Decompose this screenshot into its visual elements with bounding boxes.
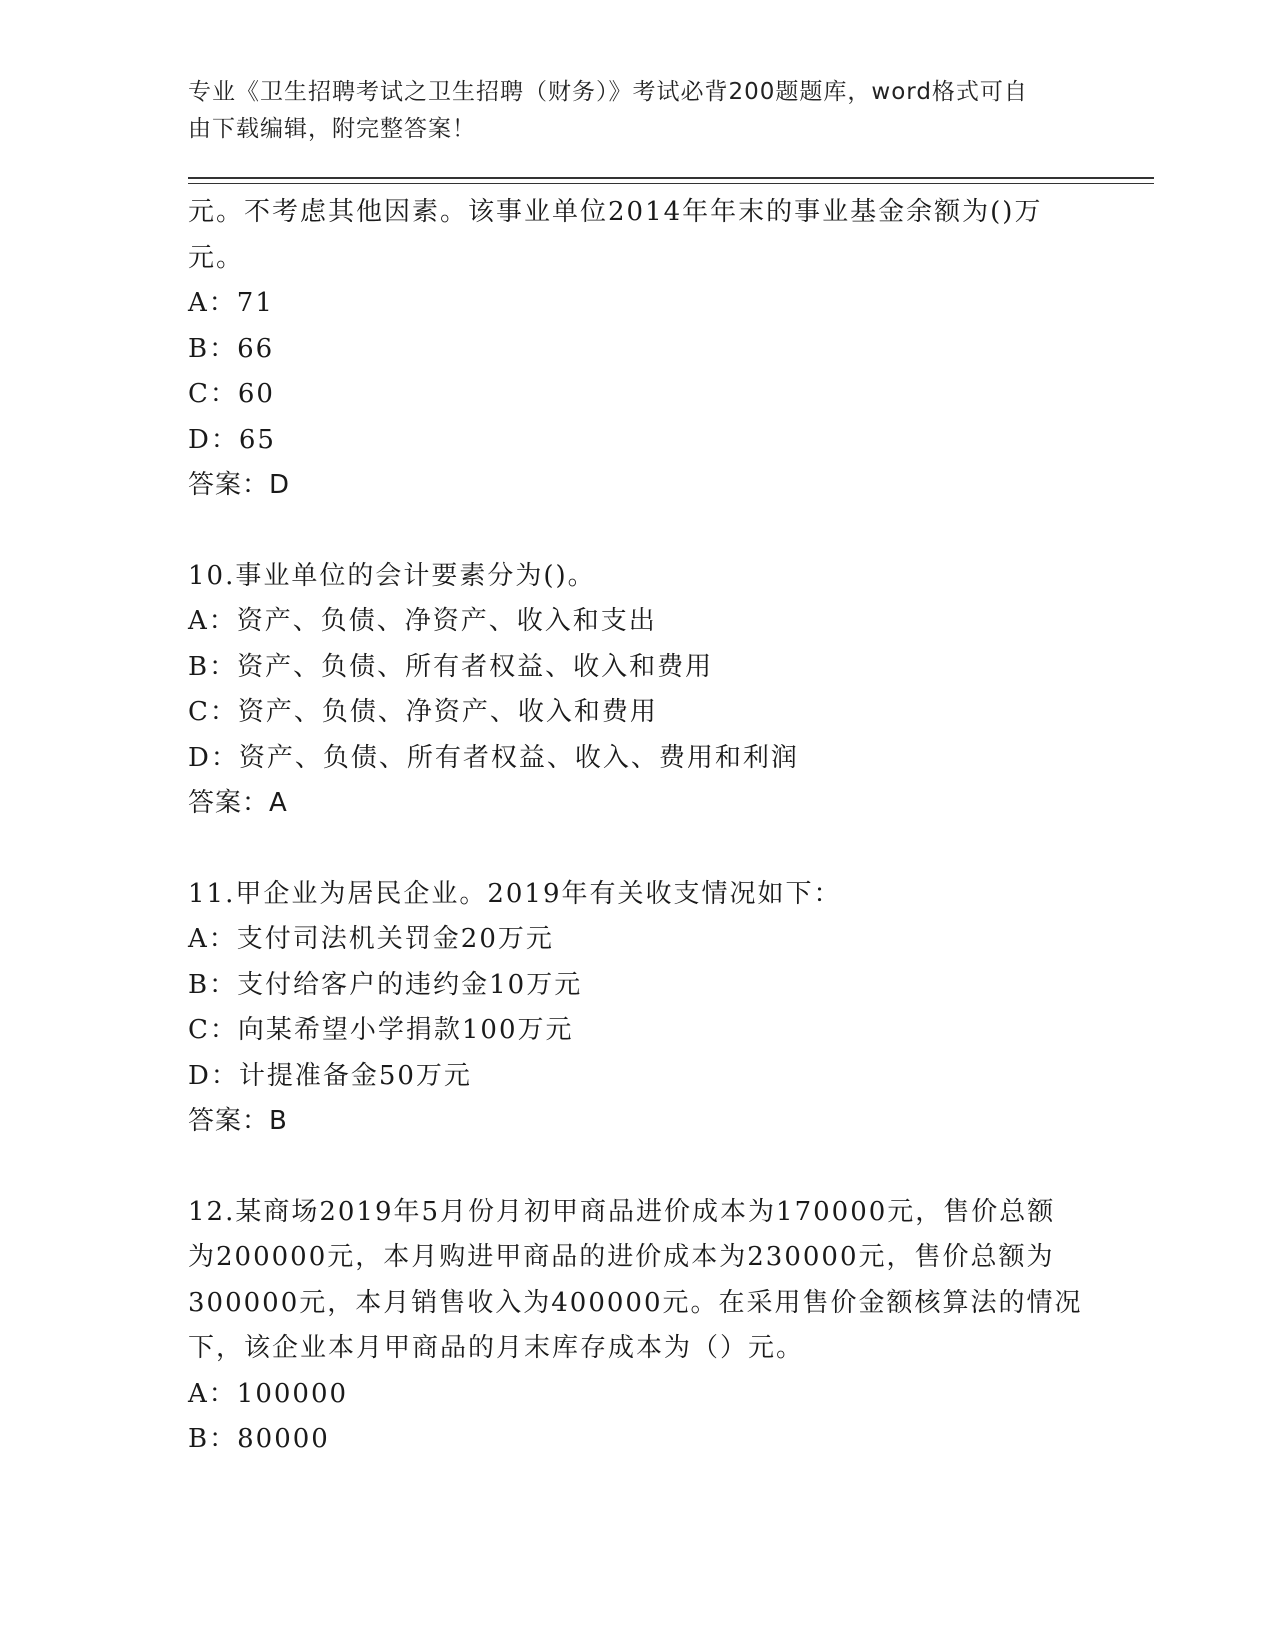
option-c: C：资产、负债、净资产、收入和费用 bbox=[188, 697, 658, 727]
option-b: B：资产、负债、所有者权益、收入和费用 bbox=[188, 651, 714, 682]
question-12 bbox=[188, 1190, 1088, 1463]
document-header bbox=[188, 74, 1068, 148]
question-stem: 元。 bbox=[188, 242, 245, 273]
option-c: C：60 bbox=[188, 379, 275, 409]
header-line-1: 专业《卫生招聘考试之卫生招聘（财务）》考试必背200题题库，word格式可自 bbox=[188, 79, 1028, 105]
spacer bbox=[188, 827, 1088, 872]
option-a: A：71 bbox=[188, 288, 274, 318]
option-d: D：65 bbox=[188, 424, 276, 455]
option-a: A：100000 bbox=[188, 1378, 349, 1409]
question-stem: 为200000元，本月购进甲商品的进价成本为230000元，售价总额为 bbox=[188, 1242, 1055, 1272]
question-stem: 11.甲企业为居民企业。2019年有关收支情况如下： bbox=[188, 878, 842, 909]
option-c: C：向某希望小学捐款100万元 bbox=[188, 1015, 574, 1045]
spacer bbox=[188, 509, 1088, 554]
question-stem: 元。不考虑其他因素。该事业单位2014年年末的事业基金余额为()万 bbox=[188, 197, 1043, 227]
question-content bbox=[188, 190, 1088, 1463]
question-9 bbox=[188, 190, 1088, 509]
answer-line: 答案：A bbox=[188, 788, 288, 818]
question-stem: 12.某商场2019年5月份月初甲商品进价成本为170000元，售价总额 bbox=[188, 1196, 1056, 1227]
spacer bbox=[188, 1145, 1088, 1190]
question-stem: 10.事业单位的会计要素分为()。 bbox=[188, 560, 596, 591]
question-11 bbox=[188, 872, 1088, 1145]
option-b: B：80000 bbox=[188, 1424, 330, 1454]
option-d: D：资产、负债、所有者权益、收入、费用和利润 bbox=[188, 742, 799, 773]
answer-line: 答案：B bbox=[188, 1106, 288, 1136]
answer-line: 答案：D bbox=[188, 470, 291, 500]
question-10 bbox=[188, 554, 1088, 827]
header-line-2: 由下载编辑，附完整答案！ bbox=[188, 116, 476, 142]
option-d: D：计提准备金50万元 bbox=[188, 1060, 472, 1091]
option-b: B：支付给客户的违约金10万元 bbox=[188, 969, 583, 1000]
option-a: A：支付司法机关罚金20万元 bbox=[188, 924, 554, 954]
option-a: A：资产、负债、净资产、收入和支出 bbox=[188, 606, 657, 636]
question-stem: 下，该企业本月甲商品的月末库存成本为（）元。 bbox=[188, 1333, 805, 1363]
option-b: B：66 bbox=[188, 333, 275, 364]
header-divider bbox=[188, 177, 1154, 184]
question-stem: 300000元，本月销售收入为400000元。在采用售价金额核算法的情况 bbox=[188, 1287, 1083, 1318]
